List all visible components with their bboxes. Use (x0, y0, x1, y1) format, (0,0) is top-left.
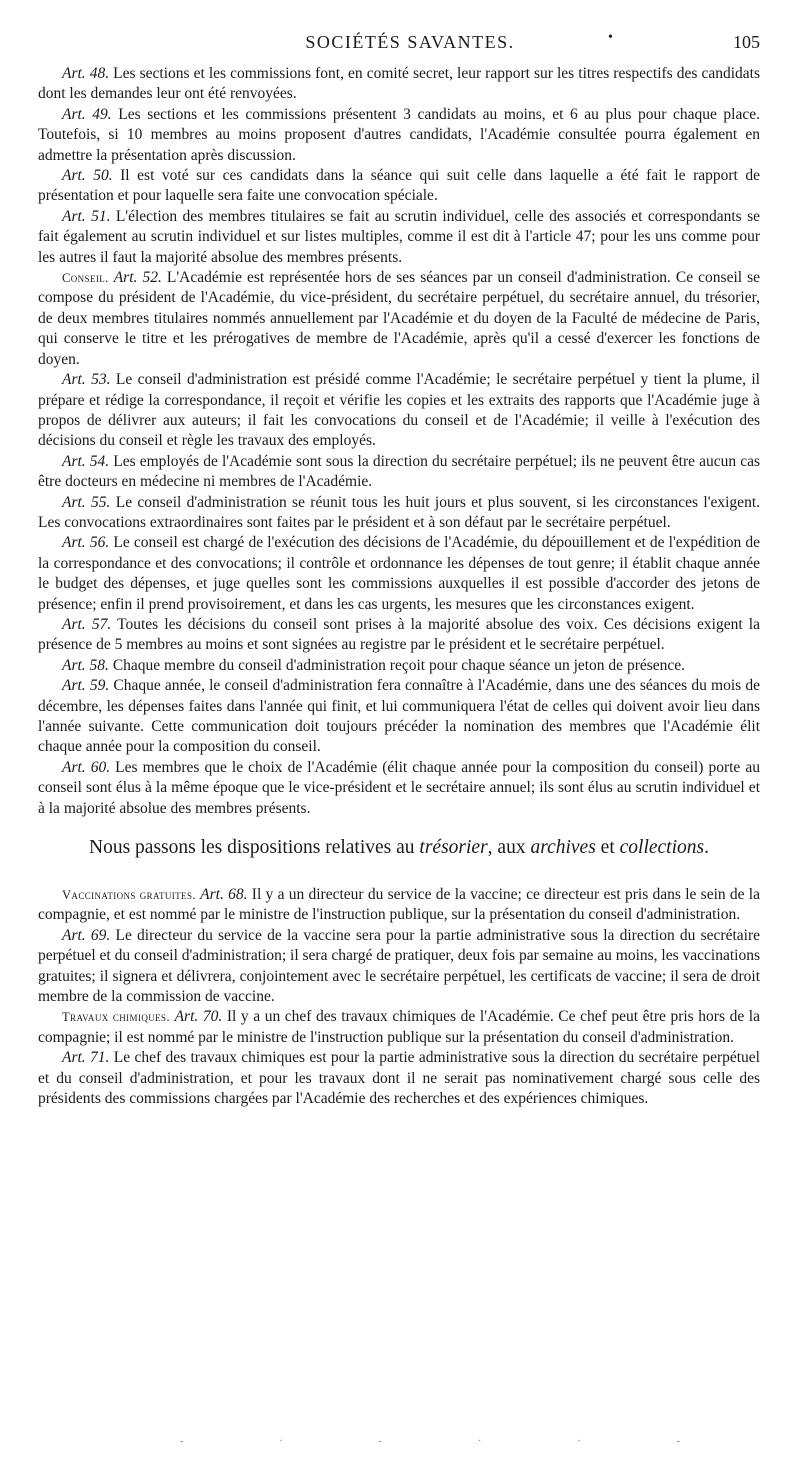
article-paragraph (38, 452, 760, 493)
statute-articles-section (38, 64, 760, 819)
article-paragraph (38, 885, 760, 926)
article-number: Art. 48. (62, 65, 110, 82)
article-paragraph (38, 268, 760, 370)
article-number: Art. 59. (62, 677, 110, 695)
article-text: Toutes les décisions du conseil sont prises à la majorité absolue des voix. Ces décisions exigent la présence de 5 membres au moins et sont signées au registre par le président et le secrétaire perpétuel. (38, 615, 760, 654)
article-number: Art. 55. (62, 493, 111, 511)
article-text: Le chef des travaux chimiques est pour la partie administrative sous la direction du secrétaire perpétuel et du conseil d'administration, et pour les travaux dont il ne serait pas nominativement chargé sous celle des présidents des commissions chargées par l'Académie des recherches et des expériences chimiques. (38, 1049, 760, 1108)
statute-articles-section-2 (38, 885, 760, 1109)
page-header (60, 32, 760, 58)
article-number: Art. 49. (62, 105, 112, 123)
article-paragraph (38, 758, 760, 819)
section-heading: Conseil. (62, 271, 109, 286)
article-text: Il y a un chef des travaux chimiques de l'Académie. Ce chef peut être pris hors de la compagnie; il est nommé par le ministre de l'instruction publique sur la présentation du conseil d'administration. (38, 1008, 760, 1046)
article-number: Art. 57. (62, 615, 112, 633)
article-text: Chaque membre du conseil d'administration reçoit pour chaque séance un jeton de présence. (108, 656, 686, 674)
article-number: Art. 58. (62, 656, 109, 674)
article-number: Art. 51. (62, 207, 111, 225)
article-paragraph (38, 166, 760, 207)
page-body (38, 64, 760, 1110)
note-text-1: Nous passons les dispositions relatives au (89, 837, 420, 859)
article-number: Art. 71. (62, 1049, 110, 1067)
article-paragraph (38, 615, 760, 656)
footer-print-marks: - · - · · - (180, 1436, 680, 1447)
article-number: Art. 70. (174, 1008, 223, 1026)
article-text: Les membres que le choix de l'Académie (élit chaque année pour la composition du conseil) porte au conseil sont élus à la même époque que le vice-président et le secrétaire annuel; ils sont élus au scrutin individuel et à la majorité absolue des membres présents. (38, 758, 760, 817)
article-paragraph (38, 64, 760, 105)
article-text: Les employés de l'Académie sont sous la direction du secrétaire perpétuel; ils ne peuvent être aucun cas être docteurs en médecine ni membres de l'Académie. (38, 452, 760, 491)
article-number: Art. 52. (113, 269, 162, 287)
note-emphasis-tresorier: trésorier (419, 837, 488, 859)
article-paragraph (38, 370, 760, 452)
header-dot-mark: • (608, 30, 613, 45)
note-text-4: . (704, 837, 709, 859)
article-number: Art. 69. (62, 926, 111, 944)
article-number: Art. 54. (62, 452, 110, 470)
article-paragraph (38, 533, 760, 615)
article-paragraph (38, 105, 760, 166)
note-text-2: , aux (487, 837, 531, 859)
article-text: Il est voté sur ces candidats dans la séance qui suit celle dans laquelle a été fait le rapport de présentation et pour laquelle sera faite une convocation spéciale. (38, 167, 761, 205)
article-number: Art. 53. (62, 371, 111, 389)
article-paragraph (38, 207, 760, 268)
section-heading: Vaccinations gratuites. (62, 888, 196, 903)
editorial-note (38, 835, 760, 861)
article-text: Les sections et les commissions font, en comité secret, leur rapport sur les titres respectifs des candidats dont les demandes leur ont été renvoyées. (38, 65, 761, 103)
article-paragraph (38, 1048, 760, 1109)
note-text-3: et (595, 837, 620, 859)
article-number: Art. 56. (62, 534, 110, 552)
note-emphasis-collections: collections (619, 837, 705, 859)
article-paragraph (38, 493, 760, 534)
article-text: L'élection des membres titulaires se fait au scrutin individuel, celle des associés et correspondants se fait également au scrutin individuel et sur listes multiples, comme il est dit à l'article 47; pour les uns comme pour les autres il faut la majorité absolue des membres présents. (38, 207, 761, 266)
article-number: Art. 68. (200, 886, 248, 904)
article-text: Le conseil d'administration se réunit tous les huit jours et plus souvent, si les circonstances l'exigent. Les convocations extraordinaires sont faites par le président et à son défaut par le secrétaire perpétuel. (38, 493, 760, 531)
note-emphasis-archives: archives (530, 837, 596, 859)
article-text: Le conseil d'administration est présidé comme l'Académie; le secrétaire perpétuel y tient la plume, il prépare et rédige la correspondance, il reçoit et vérifie les copies et les extraits des rapports que l'Académie juge à propos de délivrer aux auteurs; il fait les convocations du conseil et de l'Académie; il veille à l'exécution des décisions du conseil et règle les travaux des employés. (38, 371, 760, 450)
article-paragraph (38, 926, 760, 1008)
article-paragraph (38, 656, 760, 676)
page-number: 105 (733, 32, 760, 52)
section-heading: Travaux chimiques. (62, 1010, 170, 1025)
article-number: Art. 60. (62, 758, 111, 776)
article-text: Chaque année, le conseil d'administration fera connaître à l'Académie, dans une des séances du mois de décembre, les dépenses faites dans l'année qui finit, et lui communiquera l'état de celles qui doivent avoir lieu dans l'année suivante. Cette communication doit toujours précéder la nomination des membres que l'Académie élit chaque année pour la composition du conseil. (38, 677, 760, 756)
article-text: L'Académie est représentée hors de ses séances par un conseil d'administration. Ce conseil se compose du président de l'Académie, du vice-président, du secrétaire perpétuel, du secrétaire annuel, du trésorier, de deux membres titulaires nommés annuellement par l'Académie et du doyen de la Faculté de médecine de Paris, qui conserve le titre et les prérogatives de membre de l'Académie, après qu'il a cessé d'exercer les fonctions de doyen. (38, 269, 761, 368)
article-text: Il y a un directeur du service de la vaccine; ce directeur est pris dans le sein de la compagnie, et est nommé par le ministre de l'instruction publique, sur la présentation du conseil d'administration. (38, 886, 760, 924)
article-text: Le conseil est chargé de l'exécution des décisions de l'Académie, du dépouillement et de l'expédition de la correspondance et des convocations; il contrôle et ordonnance les dépenses de tout genre; il établit chaque année le budget des dépenses, et juge quelles sont les commissions auxquelles il est possible d'accorder des jetons de présence; enfin il prend provisoirement, et dans les cas urgents, les mesures que les circonstances exigent. (38, 534, 760, 613)
running-title: SOCIÉTÉS SAVANTES. (305, 32, 515, 52)
article-text: Le directeur du service de la vaccine sera pour la partie administrative sous la direction du secrétaire perpétuel et du conseil d'administration; il sera chargé de pratiquer, deux fois par semaine au moins, les vaccinations gratuites; il signera et délivrera, conjointement avec le secrétaire perpétuel, les certificats de vaccine; il sera de droit membre de la commission de vaccine. (38, 926, 760, 1006)
article-paragraph (38, 1007, 760, 1048)
article-text: Les sections et les commissions présentent 3 candidats au moins, et 6 au plus pour chaque place. Toutefois, si 10 membres au moins proposent d'autres candidats, l'Académie consultée pourra également en admettre la présentation après discussion. (38, 105, 761, 164)
article-paragraph (38, 676, 760, 758)
article-number: Art. 50. (62, 167, 113, 185)
